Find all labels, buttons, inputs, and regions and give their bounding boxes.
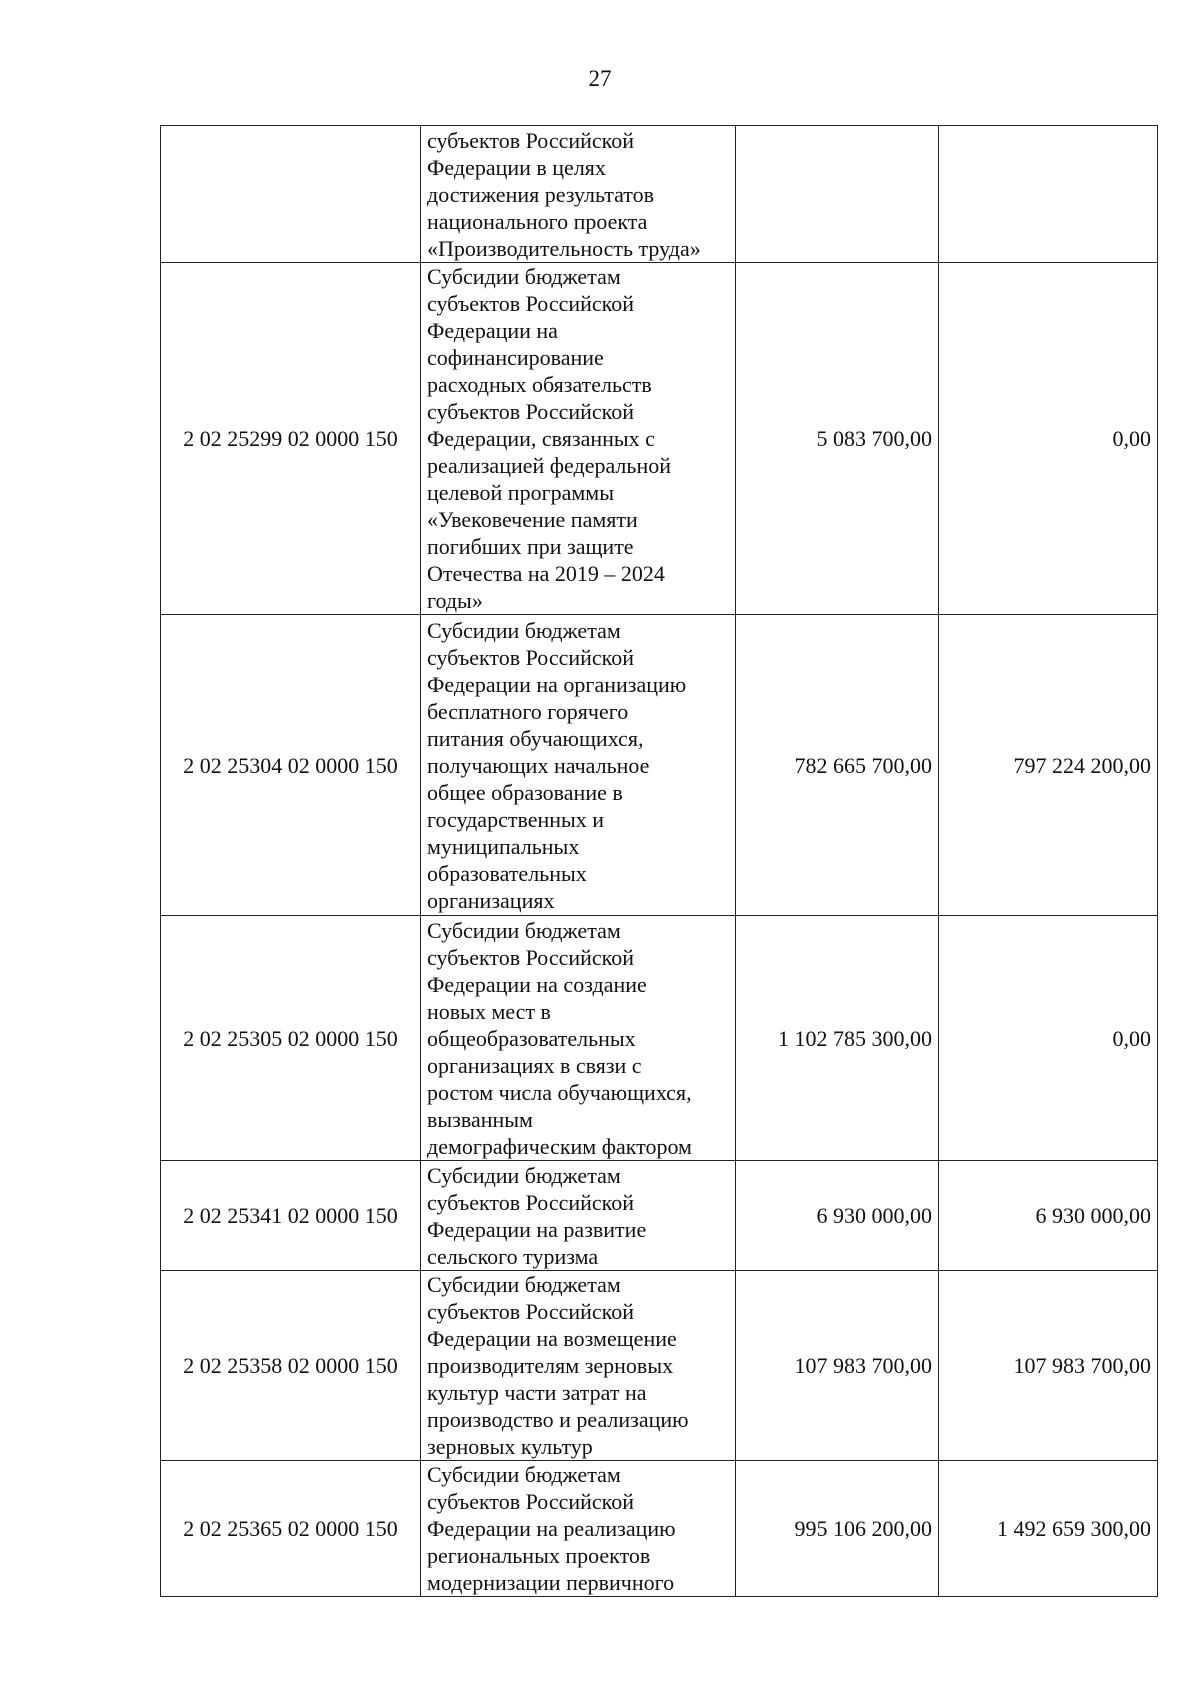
table-row xyxy=(161,1161,1158,1271)
amount-year-1-cell: 782 665 700,00 xyxy=(736,615,939,916)
budget-code-cell: 2 02 25358 02 0000 150 xyxy=(161,1271,421,1461)
budget-code-cell: 2 02 25341 02 0000 150 xyxy=(161,1161,421,1271)
revenue-name-cell: Субсидии бюджетам субъектов Российской Федерации на реализацию региональных проектов модернизации первичного xyxy=(421,1461,736,1597)
amount-year-1-cell xyxy=(736,126,939,263)
amount-year-1-cell: 995 106 200,00 xyxy=(736,1461,939,1597)
table-row xyxy=(161,1461,1158,1597)
amount-year-2-cell: 6 930 000,00 xyxy=(939,1161,1158,1271)
table-row xyxy=(161,263,1158,615)
budget-code-cell: 2 02 25299 02 0000 150 xyxy=(161,263,421,615)
budget-code-cell: 2 02 25305 02 0000 150 xyxy=(161,916,421,1161)
amount-year-2-cell: 797 224 200,00 xyxy=(939,615,1158,916)
amount-year-2-cell: 0,00 xyxy=(939,916,1158,1161)
amount-year-1-cell: 107 983 700,00 xyxy=(736,1271,939,1461)
amount-year-1-cell: 6 930 000,00 xyxy=(736,1161,939,1271)
budget-code-cell xyxy=(161,126,421,263)
revenue-name-cell: Субсидии бюджетам субъектов Российской Федерации на возмещение производителям зерновых культур части затрат на производство и реализацию зерновых культур xyxy=(421,1271,736,1461)
amount-year-2-cell xyxy=(939,126,1158,263)
table-row xyxy=(161,1271,1158,1461)
revenue-name-cell: Субсидии бюджетам субъектов Российской Федерации на софинансирование расходных обязательств субъектов Российской Федерации, связанных с реализацией федеральной целевой программы «Увековечение памяти погибших при защите Отечества на 2019 – 2024 годы» xyxy=(421,263,736,615)
budget-code-cell: 2 02 25304 02 0000 150 xyxy=(161,615,421,916)
amount-year-2-cell: 1 492 659 300,00 xyxy=(939,1461,1158,1597)
budget-code-cell: 2 02 25365 02 0000 150 xyxy=(161,1461,421,1597)
budget-table xyxy=(160,125,1158,1597)
amount-year-1-cell: 1 102 785 300,00 xyxy=(736,916,939,1161)
revenue-name-cell: Субсидии бюджетам субъектов Российской Федерации на развитие сельского туризма xyxy=(421,1161,736,1271)
revenue-name-cell: Субсидии бюджетам субъектов Российской Федерации на создание новых мест в общеобразовательных организациях в связи с ростом числа обучающихся, вызванным демографическим фактором xyxy=(421,916,736,1161)
revenue-name-cell: Субсидии бюджетам субъектов Российской Федерации на организацию бесплатного горячего питания обучающихся, получающих начальное общее образование в государственных и муниципальных образовательных организациях xyxy=(421,615,736,916)
amount-year-1-cell: 5 083 700,00 xyxy=(736,263,939,615)
table-row xyxy=(161,615,1158,916)
amount-year-2-cell: 107 983 700,00 xyxy=(939,1271,1158,1461)
amount-year-2-cell: 0,00 xyxy=(939,263,1158,615)
page-number: 27 xyxy=(588,66,612,91)
table-row xyxy=(161,126,1158,263)
revenue-name-cell: субъектов Российской Федерации в целях достижения результатов национального проекта «Производительность труда» xyxy=(421,126,736,263)
table-row xyxy=(161,916,1158,1161)
